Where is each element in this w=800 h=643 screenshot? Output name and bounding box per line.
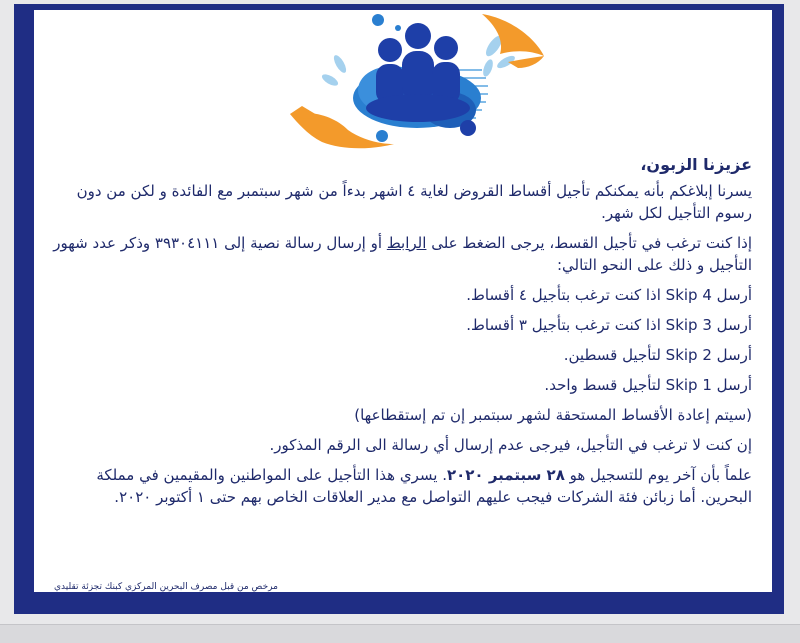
deadline-date: ٢٨ سبتمبر ٢٠٢٠ — [446, 466, 565, 484]
instructions-text-after-link: أو إرسال رسالة نصية إلى ٣٩٣٠٤١١١ وذكر عدد شهور التأجيل و ذلك على النحو التالي: — [53, 234, 752, 274]
paragraph-instructions — [52, 232, 752, 276]
registration-link[interactable]: الرابط — [386, 234, 427, 252]
greeting: عزيزنا الزبون، — [640, 155, 752, 174]
option-skip-4: أرسل Skip 4 اذا كنت ترغب بتأجيل ٤ أقساط. — [466, 286, 752, 304]
instructions-text-before-link: إذا كنت ترغب في تأجيل القسط، يرجى الضغط على — [426, 234, 752, 252]
bottom-bar — [0, 624, 800, 643]
paragraph-deferral-offer: يسرنا إبلاغكم بأنه يمكنكم تأجيل أقساط القروض لغاية ٤ اشهر بدءاً من شهر سبتمبر مع الفائدة و لكن من دون رسوم التأجيل لكل شهر. — [76, 182, 752, 222]
paragraph-deadline — [52, 464, 752, 508]
option-skip-3: أرسل Skip 3 اذا كنت ترغب بتأجيل ٣ أقساط. — [466, 316, 752, 334]
option-skip-2: أرسل Skip 2 لتأجيل قسطين. — [563, 346, 752, 364]
notice-card — [34, 10, 772, 592]
paragraph-no-deferral: إن كنت لا ترغب في التأجيل، فيرجى عدم إرسال أي رسالة الى الرقم المذكور. — [269, 436, 752, 454]
deadline-text-before-date: علماً بأن آخر يوم للتسجيل هو — [564, 466, 752, 484]
people-hands-illustration — [282, 10, 552, 152]
license-footer: مرخص من قبل مصرف البحرين المركزي كبنك تجزئة تقليدي — [54, 582, 278, 592]
deadline-text-after-date: . يسري هذا التأجيل على المواطنين والمقيمين في مملكة البحرين. أما زبائن فئة الشركات فيجب عليهم التواصل مع مدير العلاقات الخاص بهم حتى ١ أكتوبر ٢٠٢٠. — [96, 466, 752, 506]
option-skip-1: أرسل Skip 1 لتأجيل قسط واحد. — [544, 376, 752, 394]
note-september-installments: (سيتم إعادة الأقساط المستحقة لشهر سبتمبر إن تم إستقطاعها) — [354, 406, 752, 424]
notice-body — [52, 154, 752, 516]
document-frame — [14, 4, 784, 614]
